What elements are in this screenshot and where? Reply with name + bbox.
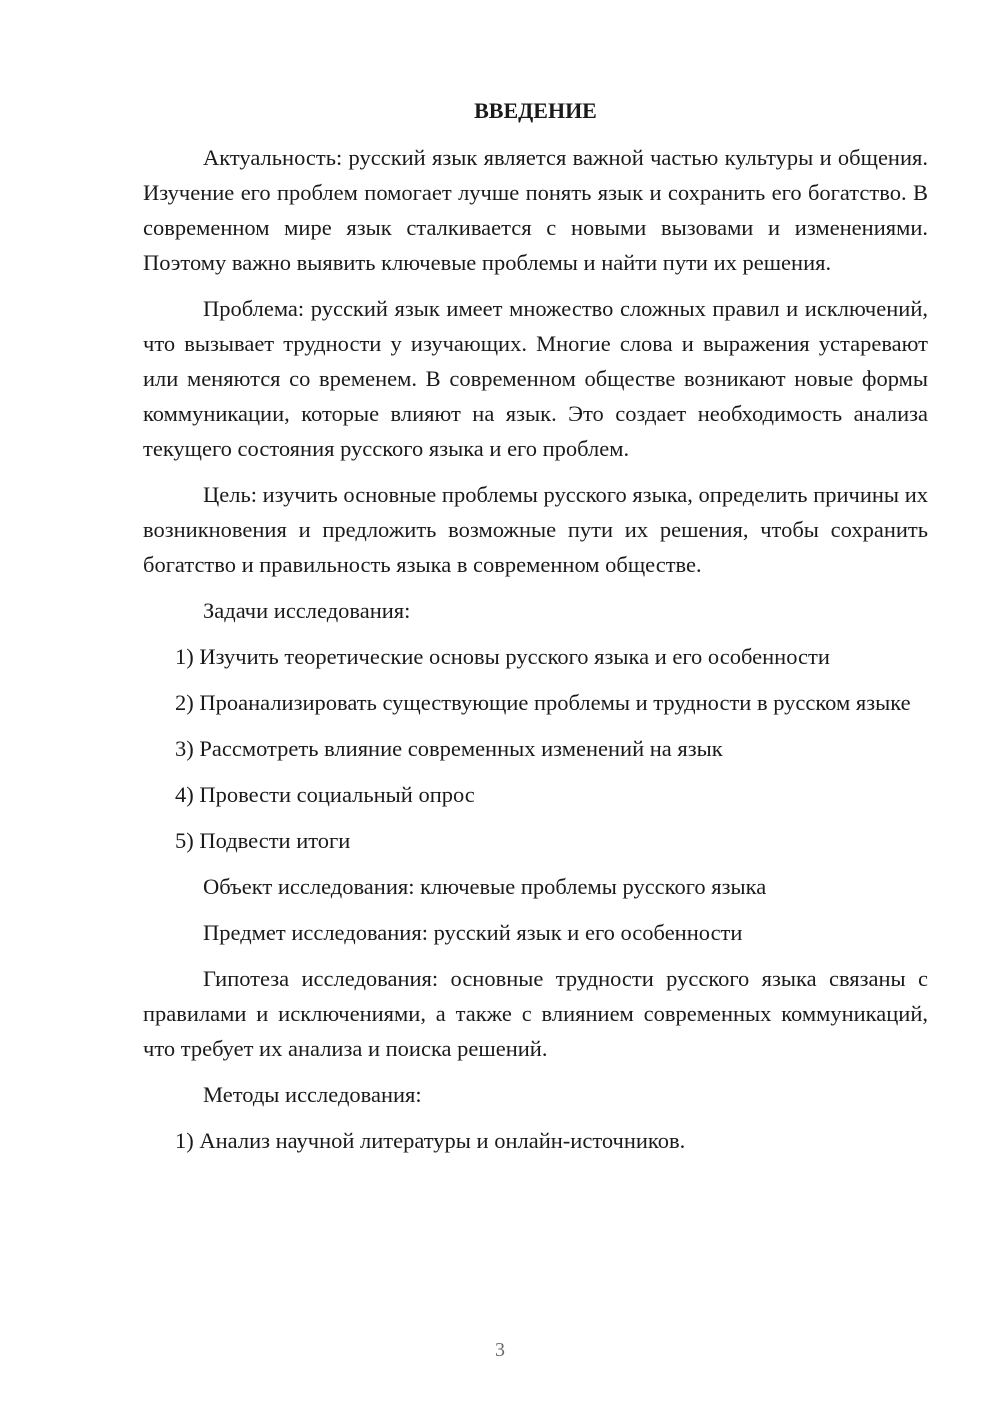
- methods-title: Методы исследования:: [203, 1082, 422, 1107]
- task-item: 5) Подвести итоги: [175, 828, 351, 853]
- research-object: Объект исследования: ключевые проблемы русского языка: [203, 874, 767, 899]
- method-item: 1) Анализ научной литературы и онлайн-источников.: [175, 1128, 686, 1153]
- section-heading: ВВЕДЕНИЕ: [474, 98, 597, 123]
- research-subject: Предмет исследования: русский язык и его особенности: [203, 920, 743, 945]
- task-item: 1) Изучить теоретические основы русского языка и его особенности: [175, 644, 830, 669]
- task-item: 2) Проанализировать существующие проблемы и трудности в русском языке: [175, 690, 911, 715]
- task-item: 4) Провести социальный опрос: [175, 782, 475, 807]
- page-number: 3: [495, 1339, 505, 1361]
- page-content: [143, 95, 928, 1169]
- goal-paragraph: Цель: изучить основные проблемы русского языка, определить причины их возникновения и предложить возможные пути их решения, чтобы сохранить богатство и правильность языка в современном обществе.: [143, 482, 928, 577]
- tasks-title: Задачи исследования:: [203, 598, 411, 623]
- relevance-paragraph: Актуальность: русский язык является важной частью культуры и общения. Изучение его проблем помогает лучше понять язык и сохранить его богатство. В современном мире язык сталкивается с новыми вызовами и изменениями. Поэтому важно выявить ключевые проблемы и найти пути их решения.: [143, 145, 928, 275]
- hypothesis-paragraph: Гипотеза исследования: основные трудности русского языка связаны с правилами и исключениями, а также с влиянием современных коммуникаций, что требует их анализа и поиска решений.: [143, 966, 928, 1061]
- task-item: 3) Рассмотреть влияние современных изменений на язык: [175, 736, 723, 761]
- problem-paragraph: Проблема: русский язык имеет множество сложных правил и исключений, что вызывает трудности у изучающих. Многие слова и выражения устаревают или меняются со временем. В современном обществе возникают новые формы коммуникации, которые влияют на язык. Это создает необходимость анализа текущего состояния русского языка и его проблем.: [143, 296, 928, 461]
